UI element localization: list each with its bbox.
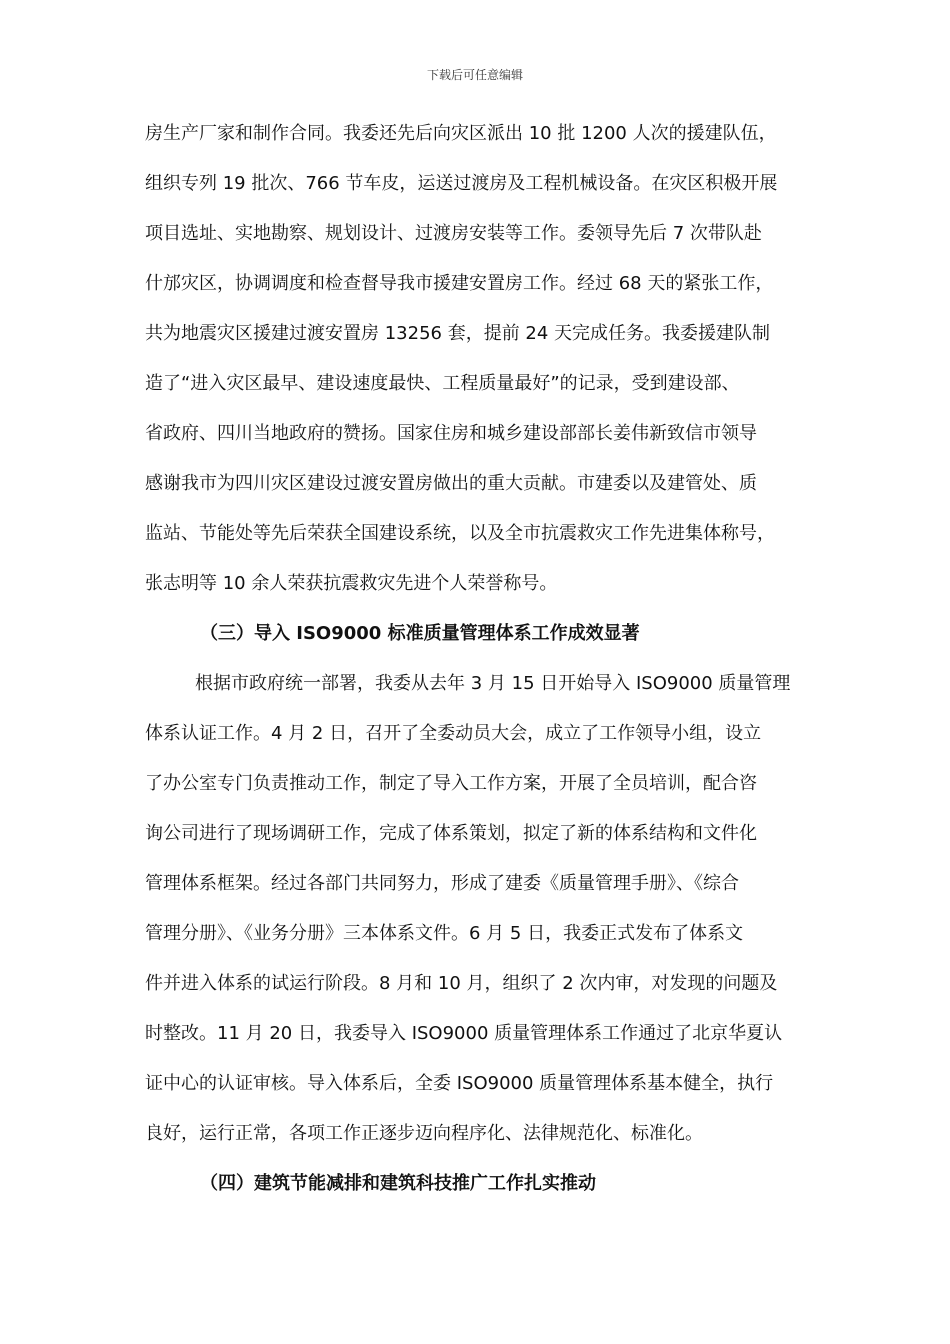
- paragraph-line: 体系认证工作。4 月 2 日，召开了全委动员大会，成立了工作领导小组，设立: [145, 723, 762, 744]
- paragraph-line: 房生产厂家和制作合同。我委还先后向灾区派出 10 批 1200 人次的援建队伍，: [145, 123, 777, 144]
- section-heading-4: （四）建筑节能减排和建筑科技推广工作扎实推动: [200, 1173, 596, 1194]
- paragraph-line: 了办公室专门负责推动工作，制定了导入工作方案，开展了全员培训，配合咨: [145, 773, 757, 794]
- section-heading-3: （三）导入 ISO9000 标准质量管理体系工作成效显著: [200, 623, 640, 644]
- paragraph-line: 询公司进行了现场调研工作，完成了体系策划，拟定了新的体系结构和文件化: [145, 823, 757, 844]
- paragraph-line: 什邡灾区，协调调度和检查督导我市援建安置房工作。经过 68 天的紧张工作，: [145, 273, 774, 294]
- paragraph-line: 造了“进入灾区最早、建设速度最快、工程质量最好”的记录，受到建设部、: [145, 373, 740, 394]
- paragraph-line: 时整改。11 月 20 日，我委导入 ISO9000 质量管理体系工作通过了北京华夏认: [145, 1023, 783, 1044]
- paragraph-line: 感谢我市为四川灾区建设过渡安置房做出的重大贡献。市建委以及建管处、质: [145, 473, 757, 494]
- paragraph-line: 省政府、四川当地政府的赞扬。国家住房和城乡建设部部长姜伟新致信市领导: [145, 423, 757, 444]
- page-header: 下载后可任意编辑: [426, 68, 523, 82]
- paragraph-line: 共为地震灾区援建过渡安置房 13256 套，提前 24 天完成任务。我委援建队制: [145, 323, 771, 344]
- paragraph-line: 项目选址、实地勘察、规划设计、过渡房安装等工作。委领导先后 7 次带队赴: [145, 223, 762, 244]
- paragraph-line: 管理分册》、《业务分册》三本体系文件。6 月 5 日，我委正式发布了体系文: [145, 923, 744, 944]
- paragraph-line: 证中心的认证审核。导入体系后，全委 ISO9000 质量管理体系基本健全，执行: [145, 1073, 774, 1094]
- paragraph-line: 件并进入体系的试运行阶段。8 月和 10 月，组织了 2 次内审，对发现的问题及: [145, 973, 778, 994]
- paragraph-line: 管理体系框架。经过各部门共同努力，形成了建委《质量管理手册》、《综合: [145, 873, 739, 894]
- paragraph-line: 良好，运行正常，各项工作正逐步迈向程序化、法律规范化、标准化。: [145, 1123, 703, 1144]
- paragraph-line: 监站、节能处等先后荣获全国建设系统，以及全市抗震救灾工作先进集体称号，: [145, 523, 775, 544]
- paragraph-line: 张志明等 10 余人荣获抗震救灾先进个人荣誉称号。: [145, 573, 558, 594]
- paragraph-line: 根据市政府统一部署，我委从去年 3 月 15 日开始导入 ISO9000 质量管理: [195, 673, 791, 694]
- paragraph-line: 组织专列 19 批次、766 节车皮，运送过渡房及工程机械设备。在灾区积极开展: [145, 173, 778, 194]
